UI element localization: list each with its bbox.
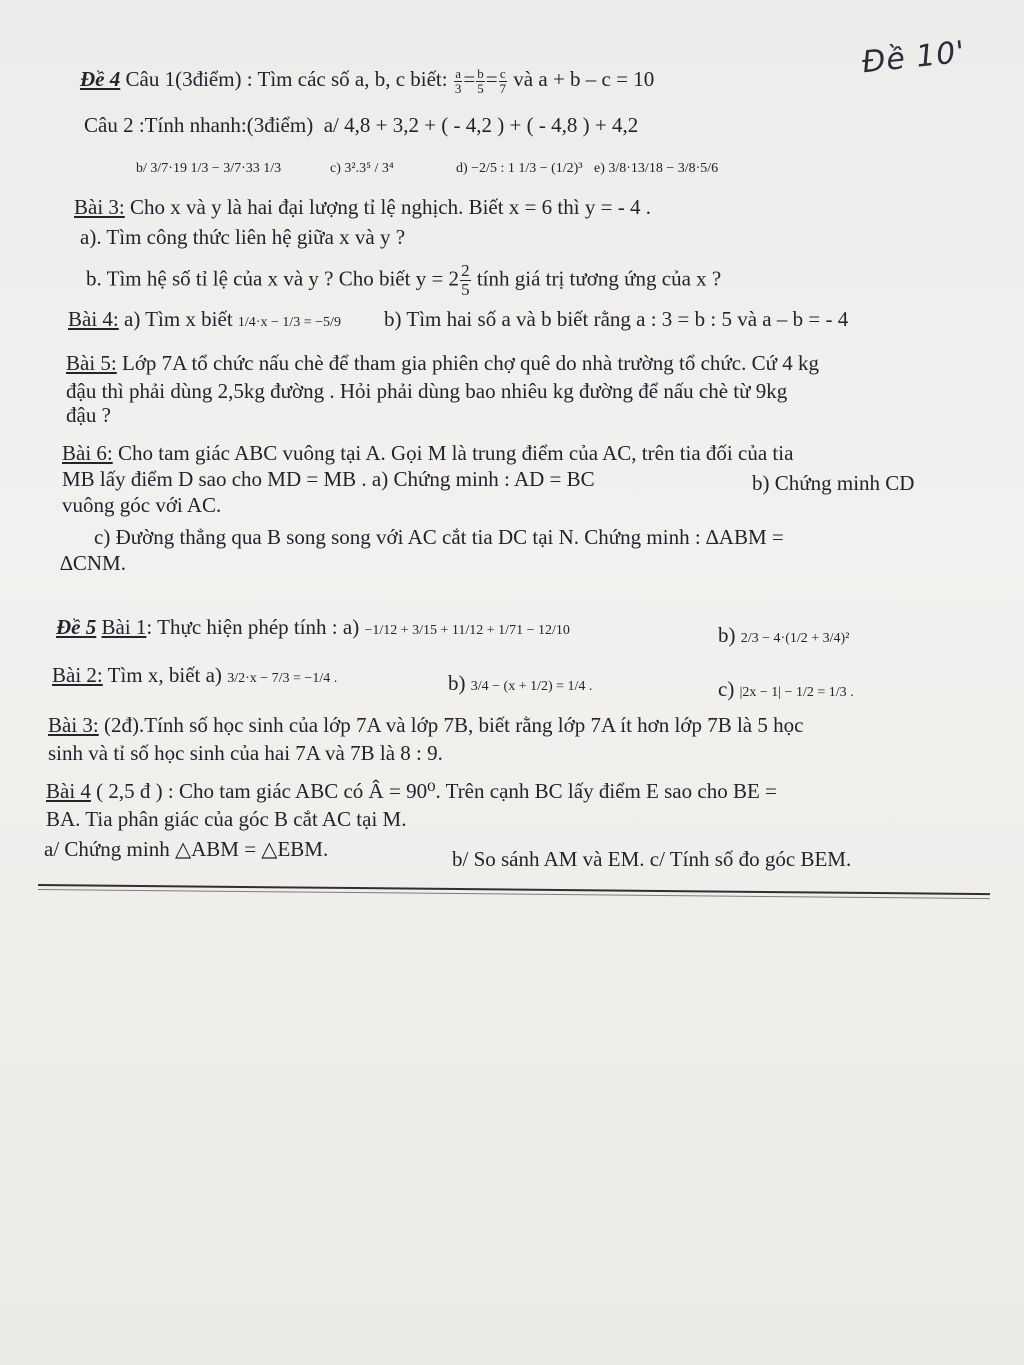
cau1-frac-c: $\frac{c}{7}$ bbox=[499, 65, 507, 96]
bai2-c-expr: |2x − 1| − 1/2 = 1/3 . bbox=[739, 685, 854, 700]
bai2-a-expr: 3/2·x − 7/3 = −1/4 . bbox=[227, 671, 338, 686]
cau2-a: a/ 4,8 + 3,2 + ( - 4,2 ) + ( - 4,8 ) + 4,2 bbox=[323, 113, 639, 137]
de4-bai3-a: a). Tìm công thức liên hệ giữa x và y ? bbox=[80, 225, 406, 249]
de4-bai6-line3: vuông góc với AC. bbox=[62, 493, 222, 517]
de5-bai4-line3a: a/ Chứng minh △ABM = △EBM. bbox=[44, 837, 329, 861]
cau1-label: Câu 1(3điểm) : Tìm các số a, b, c biết: bbox=[125, 67, 448, 91]
de4-bai5-line1: Bài 5: Lớp 7A tổ chức nấu chè để tham gia phiên chợ quê do nhà trường tổ chức. Cứ 4 kg bbox=[66, 351, 820, 375]
de5-bai4-line2: BA. Tia phân giác của góc B cắt AC tại M. bbox=[46, 807, 407, 831]
cau1-frac-a: $\frac{a}{3}$ bbox=[454, 65, 462, 96]
cau2-e: e) 3/8·13/18 − 3/8·5/6 bbox=[594, 161, 719, 176]
bai4-a-expr: 1/4·x − 1/3 = −5/9 bbox=[237, 315, 341, 330]
de4-cau2 bbox=[84, 112, 638, 138]
de5-bai2-b: b) 3/4 − (x + 1/2) = 1/4 . bbox=[448, 671, 593, 695]
de5-bai3-line1: Bài 3: (2đ).Tính số học sinh của lớp 7A và lớp 7B, biết rằng lớp 7A ít hơn lớp 7B là 5 học bbox=[48, 713, 804, 737]
de4-bai6-line2: MB lấy điểm D sao cho MD = MB . a) Chứng minh : AD = BC bbox=[62, 467, 595, 491]
de4-bai4-b: b) Tìm hai số a và b biết rằng a : 3 = b : 5 và a – b = - 4 bbox=[384, 307, 849, 331]
de4-bai3-text: Cho x và y là hai đại lượng tỉ lệ nghịch. Biết x = 6 thì y = - 4 . bbox=[130, 195, 651, 219]
cau1-tail: và a + b – c = 10 bbox=[513, 67, 655, 91]
de5-bai4-line1: Bài 4 ( 2,5 đ ) : Cho tam giác ABC có Â = 90⁰. Trên cạnh BC lấy điểm E sao cho BE = bbox=[46, 779, 777, 803]
de4-bai4-title: Bài 4: bbox=[68, 307, 119, 331]
bai1-a-expr: −1/12 + 3/15 + 11/12 + 1/71 − 12/10 bbox=[364, 623, 570, 638]
de5-bai2-c: c) |2x − 1| − 1/2 = 1/3 . bbox=[718, 677, 854, 701]
handwritten-note: Đề 10' bbox=[860, 34, 968, 81]
cau2-label: Câu 2 :Tính nhanh:(3điểm) bbox=[84, 113, 314, 137]
de4-bai6-line1: Bài 6: Cho tam giác ABC vuông tại A. Gọi M là trung điểm của AC, trên tia đối của tia bbox=[62, 441, 794, 465]
bai2-b-expr: 3/4 − (x + 1/2) = 1/4 . bbox=[470, 679, 593, 694]
bai1-b-expr: 2/3 − 4·(1/2 + 3/4)² bbox=[740, 631, 850, 646]
de4-bai3-title: Bài 3: bbox=[74, 195, 125, 219]
de4-bai3 bbox=[74, 194, 651, 220]
de4-heading: Đề 4 bbox=[80, 67, 121, 91]
cau2-c: c) 3².3⁵ / 3⁴ bbox=[330, 161, 394, 176]
de4-bai5-line3: đậu ? bbox=[66, 403, 111, 427]
de4-bai6-line5: ∆CNM. bbox=[60, 551, 126, 575]
de5-bai1-title: Bài 1 bbox=[101, 615, 147, 639]
de4-bai6-title: Bài 6: bbox=[62, 441, 113, 465]
de5-bai4-line3b: b/ So sánh AM và EM. c/ Tính số đo góc BEM. bbox=[452, 847, 852, 871]
cau2-d: d) −2/5 : 1 1/3 − (1/2)³ bbox=[456, 161, 583, 176]
de5-bai3-title: Bài 3: bbox=[48, 713, 99, 737]
de5-bai2: Bài 2: Tìm x, biết a) 3/2·x − 7/3 = −1/4 . bbox=[52, 663, 338, 687]
bai3-frac: $\frac{2}{5}$ bbox=[461, 261, 470, 299]
de5-heading: Đề 5 bbox=[56, 615, 97, 639]
de4-bai4: Bài 4: a) Tìm x biết 1/4·x − 1/3 = −5/9 bbox=[68, 307, 341, 331]
de4-bai5-title: Bài 5: bbox=[66, 351, 117, 375]
de4-bai3-b: b. Tìm hệ số tỉ lệ của x và y ? Cho biết y = 2 $\frac{2}{5}$ tính giá trị tương ứng của x ? bbox=[86, 261, 722, 299]
de5-bai3-line2: sinh và tỉ số học sinh của hai 7A và 7B là 8 : 9. bbox=[48, 741, 443, 765]
de5-bai1-b: b) 2/3 − 4·(1/2 + 3/4)² bbox=[718, 623, 850, 647]
de5-bai1: Đề 5 Bài 1: Thực hiện phép tính : a) −1/12 + 3/15 + 11/12 + 1/71 − 12/10 bbox=[56, 615, 570, 639]
de4-cau1: Đề 4 Câu 1(3điểm) : Tìm các số a, b, c biết: $\frac{a}{3}$ = $\frac{b}{5}$ = $\frac{c}{7}$ và a + b – c = 10 bbox=[80, 65, 655, 96]
de4-bai6-line4: c) Đường thẳng qua B song song với AC cắt tia DC tại N. Chứng minh : ∆ABM = bbox=[94, 525, 784, 549]
cau1-frac-b: $\frac{b}{5}$ bbox=[477, 65, 484, 96]
de4-bai5-line2: đậu thì phải dùng 2,5kg đường . Hỏi phải dùng bao nhiêu kg đường để nấu chè từ 9kg bbox=[66, 379, 788, 403]
de4-bai6-line2b: b) Chứng minh CD bbox=[752, 471, 915, 495]
cau2-b: b/ 3/7·19 1/3 − 3/7·33 1/3 bbox=[136, 161, 282, 176]
de5-bai4-title: Bài 4 bbox=[46, 779, 91, 803]
de5-bai2-title: Bài 2: bbox=[52, 663, 103, 687]
